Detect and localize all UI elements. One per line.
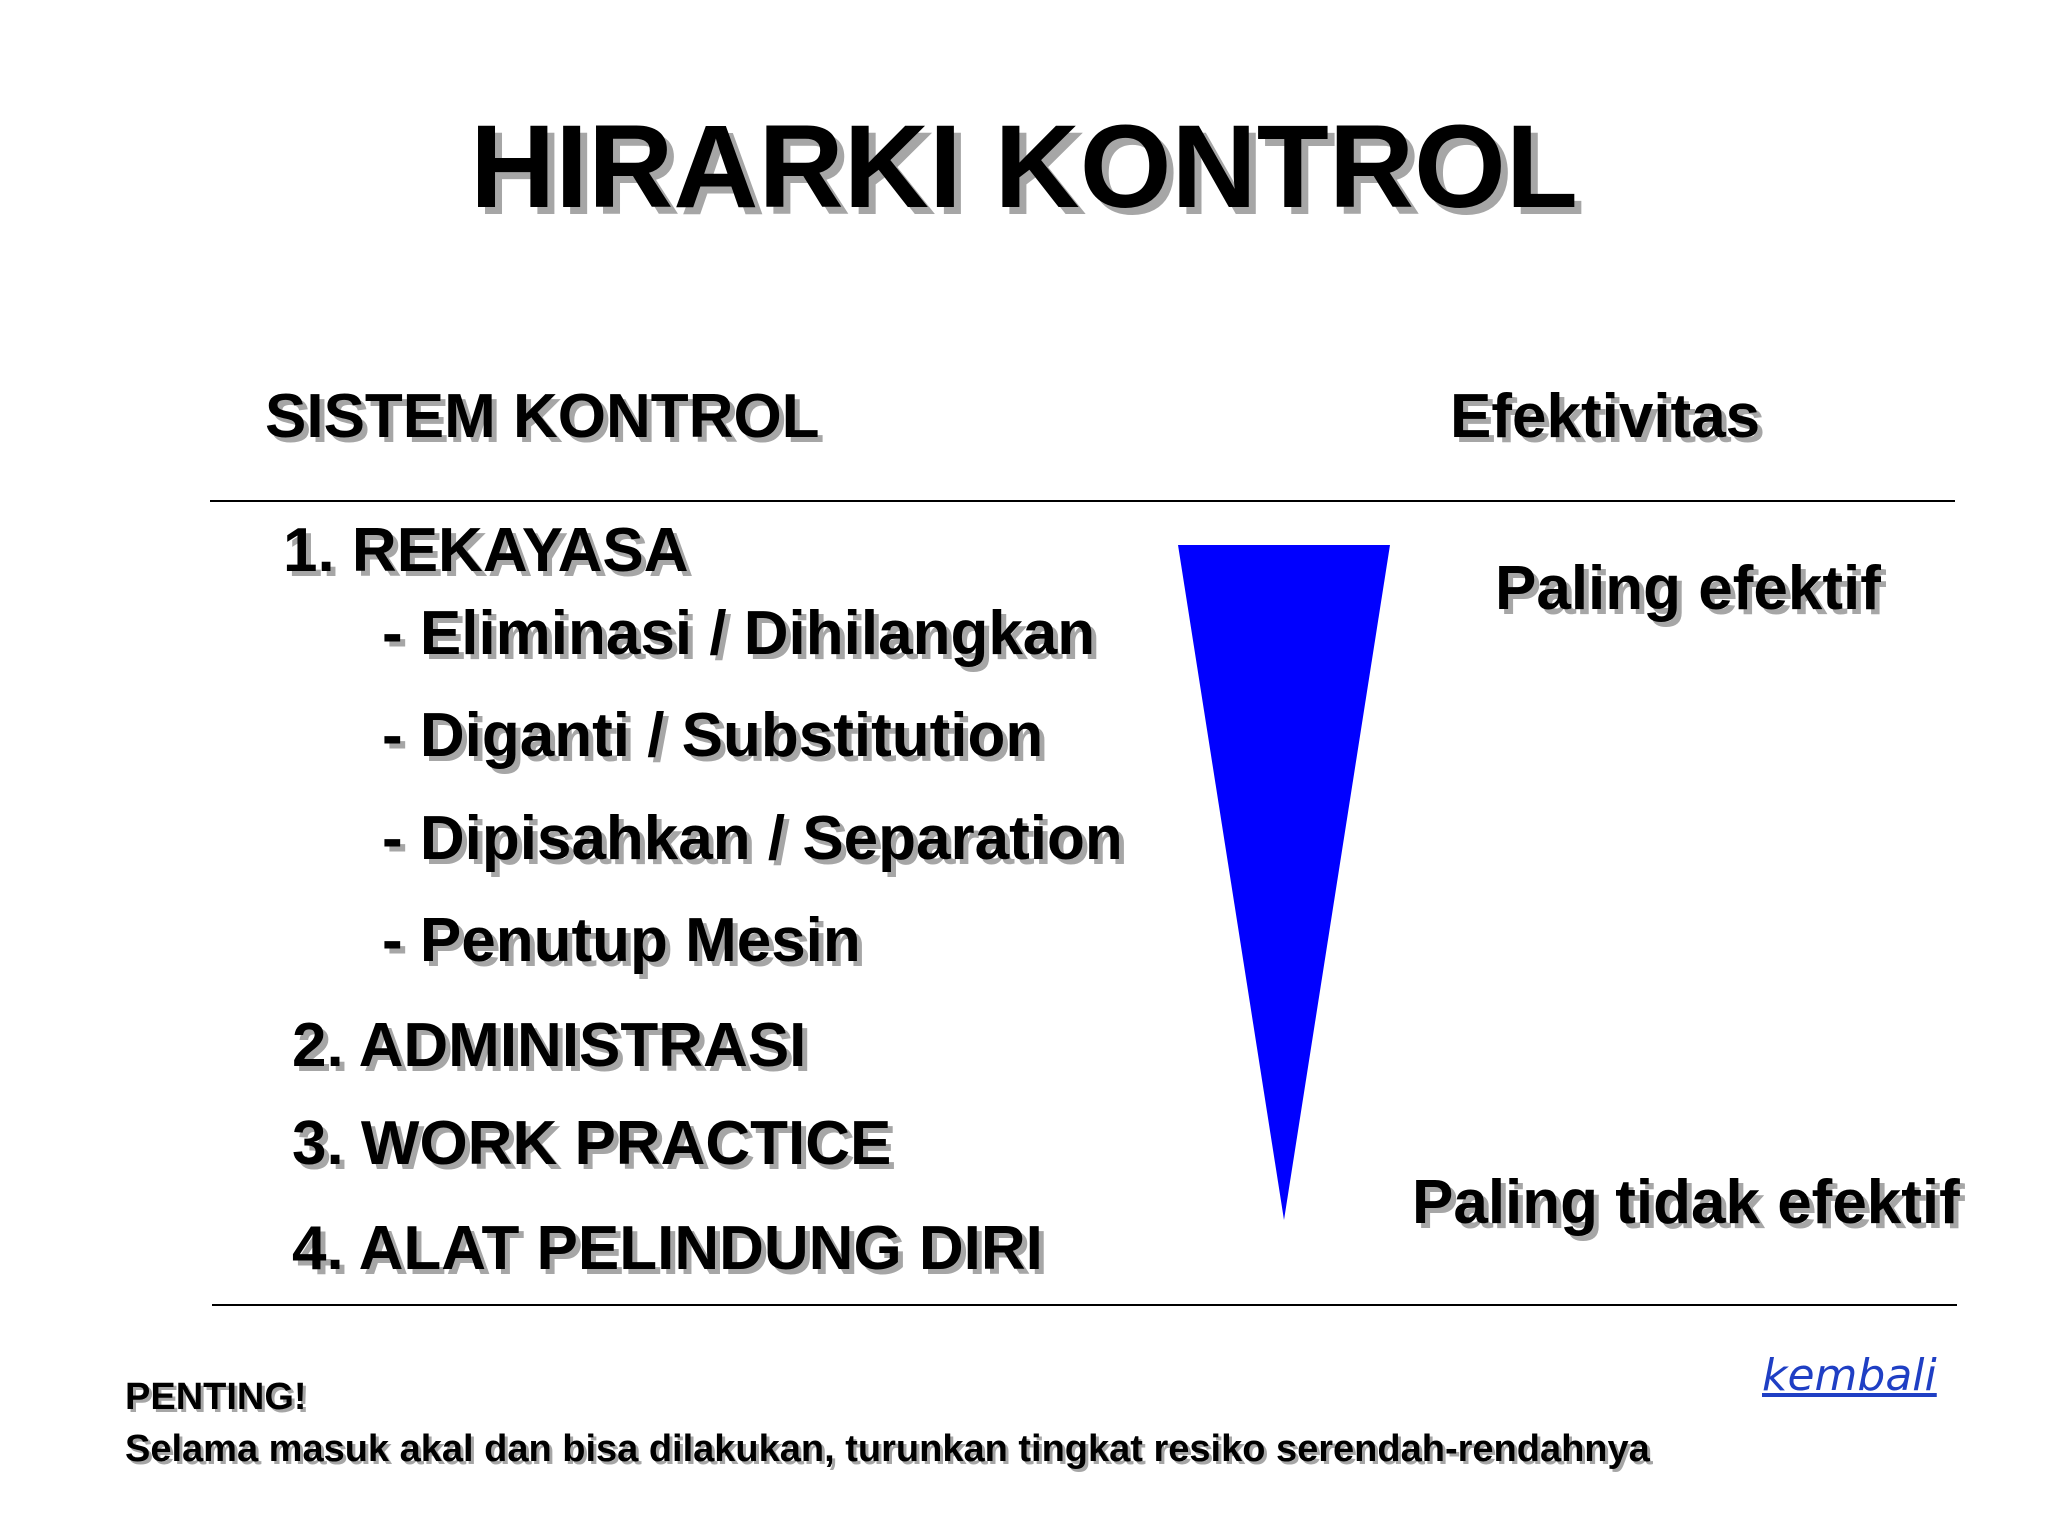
slide-title: HIRARKI KONTROL [470,101,1578,233]
note-heading: PENTING! [125,1376,307,1418]
label-least-effective: Paling tidak efektif [1412,1168,1960,1237]
control-item-rekayasa: 1. REKAYASA [283,516,689,585]
sub-item-eliminasi: - Eliminasi / Dihilangkan [382,599,1096,668]
effectiveness-triangle [1178,545,1390,1220]
column-header-system: SISTEM KONTROL [265,382,820,451]
control-item-apd: 4. ALAT PELINDUNG DIRI [292,1214,1043,1283]
back-link[interactable]: kembali [1762,1350,1937,1401]
sub-item-substitution: - Diganti / Substitution [382,701,1044,770]
label-most-effective: Paling efektif [1495,554,1881,623]
sub-item-separation: - Dipisahkan / Separation [382,804,1123,873]
top-divider [210,500,1955,502]
effectiveness-triangle-shape [1178,545,1390,1220]
column-header-effectiveness: Efektivitas [1450,382,1761,451]
control-item-administrasi: 2. ADMINISTRASI [292,1011,807,1080]
note-text: Selama masuk akal dan bisa dilakukan, turunkan tingkat resiko serendah-rendahnya [125,1428,1650,1470]
control-item-work-practice: 3. WORK PRACTICE [292,1109,892,1178]
bottom-divider [212,1304,1957,1306]
sub-item-penutup-mesin: - Penutup Mesin [382,906,861,975]
